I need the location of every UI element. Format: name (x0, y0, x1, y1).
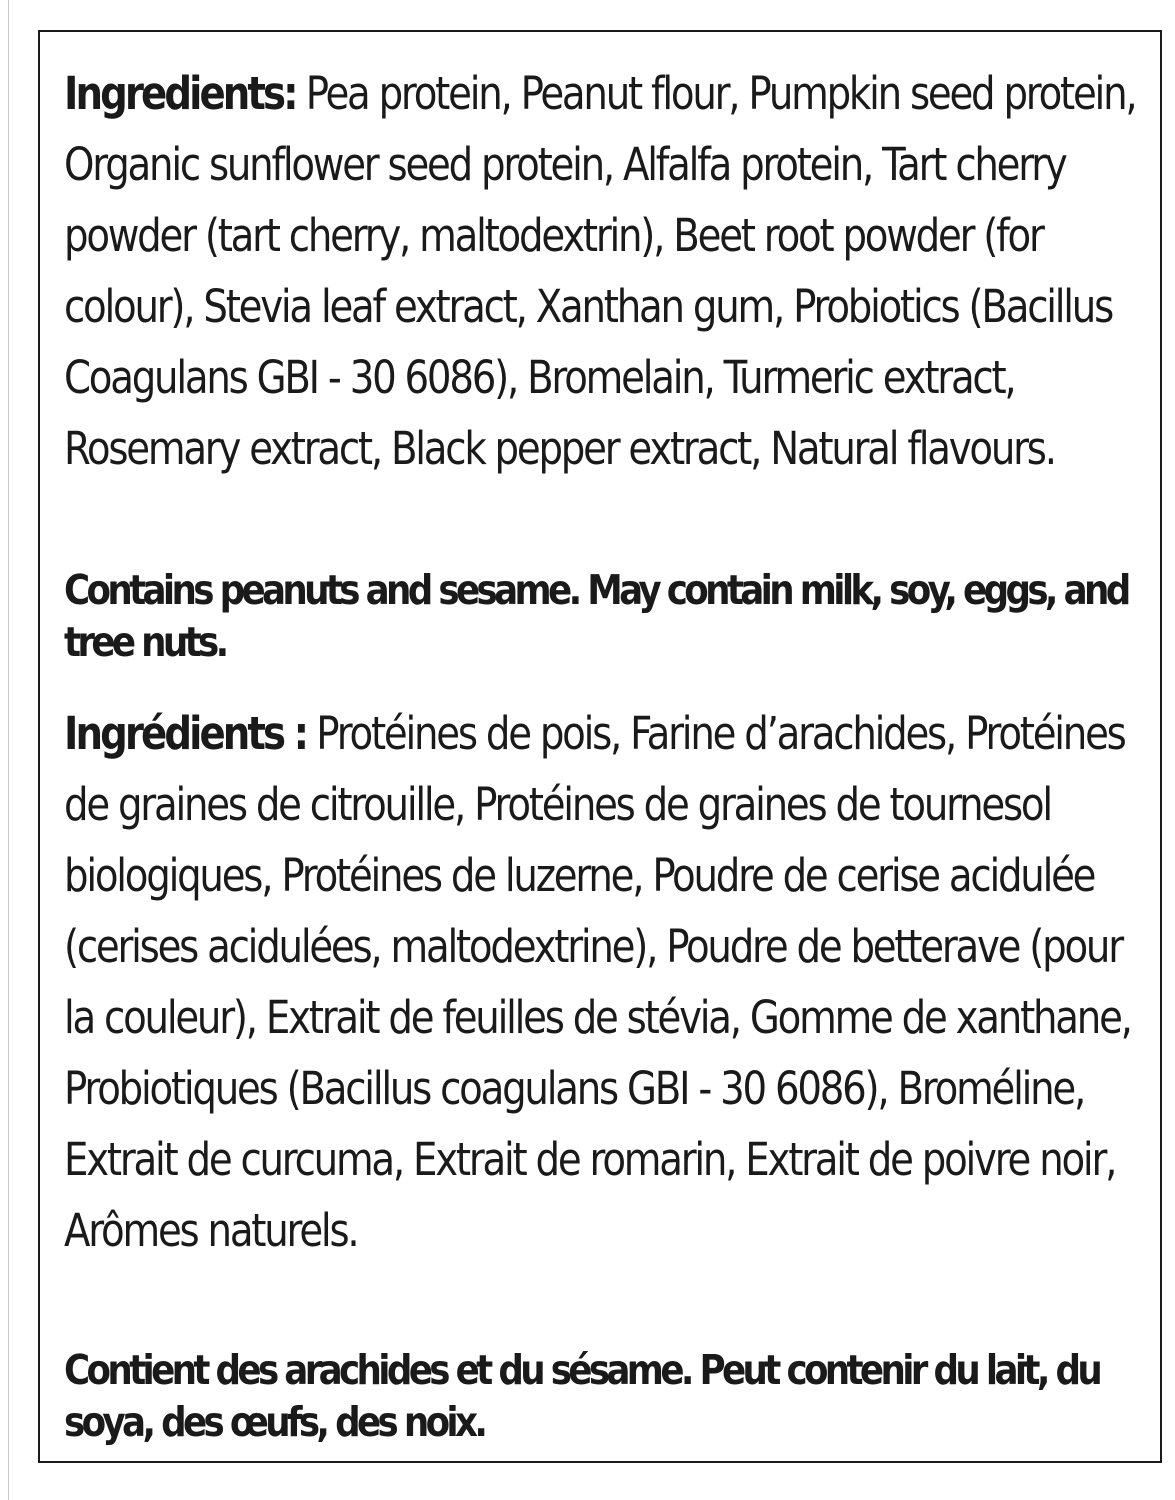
french-allergen-statement: Contient des arachides et du sésame. Peut contenir du lait, du soya, des œufs, des noix. (64, 1346, 1100, 1446)
english-ingredients-heading: Ingredients: (64, 67, 296, 120)
english-allergen-statement: Contains peanuts and sesame. May contain milk, soy, eggs, and tree nuts. (64, 566, 1128, 666)
page-edge-rule (8, 0, 9, 1500)
french-ingredients-block (64, 698, 1149, 1266)
french-ingredients-heading: Ingrédients : (64, 707, 307, 760)
english-ingredients-block (64, 58, 1149, 484)
english-ingredients-list: Pea protein, Peanut flour, Pumpkin seed protein, Organic sunflower seed protein, Alfalfa protein, Tart cherry powder (tart cherry, maltodextrin), Beet root powder (for colour), Stevia leaf extract, Xanthan gum, Probiotics (Bacillus Coagulans GBI - 30 6086), Bromelain, Turmeric extract, Rosemary extract, Black pepper extract, Natural flavours. (64, 67, 1136, 475)
english-allergen-block (64, 564, 1149, 668)
french-ingredients-paragraph (64, 698, 1149, 1266)
french-allergen-block (64, 1344, 1149, 1448)
french-ingredients-list: Protéines de pois, Farine d’arachides, Protéines de graines de citrouille, Protéines de graines de tournesol biologiques, Protéines de luzerne, Poudre de cerise acidulée (cerises acidulées, maltodextrine), Poudre de betterave (pour la couleur), Extrait de feuilles de stévia, Gomme de xanthane, Probiotiques (Bacillus coagulans GBI - 30 6086), Broméline, Extrait de curcuma, Extrait de romarin, Extrait de poivre noir, Arômes naturels. (64, 707, 1131, 1257)
english-ingredients-paragraph (64, 58, 1149, 484)
